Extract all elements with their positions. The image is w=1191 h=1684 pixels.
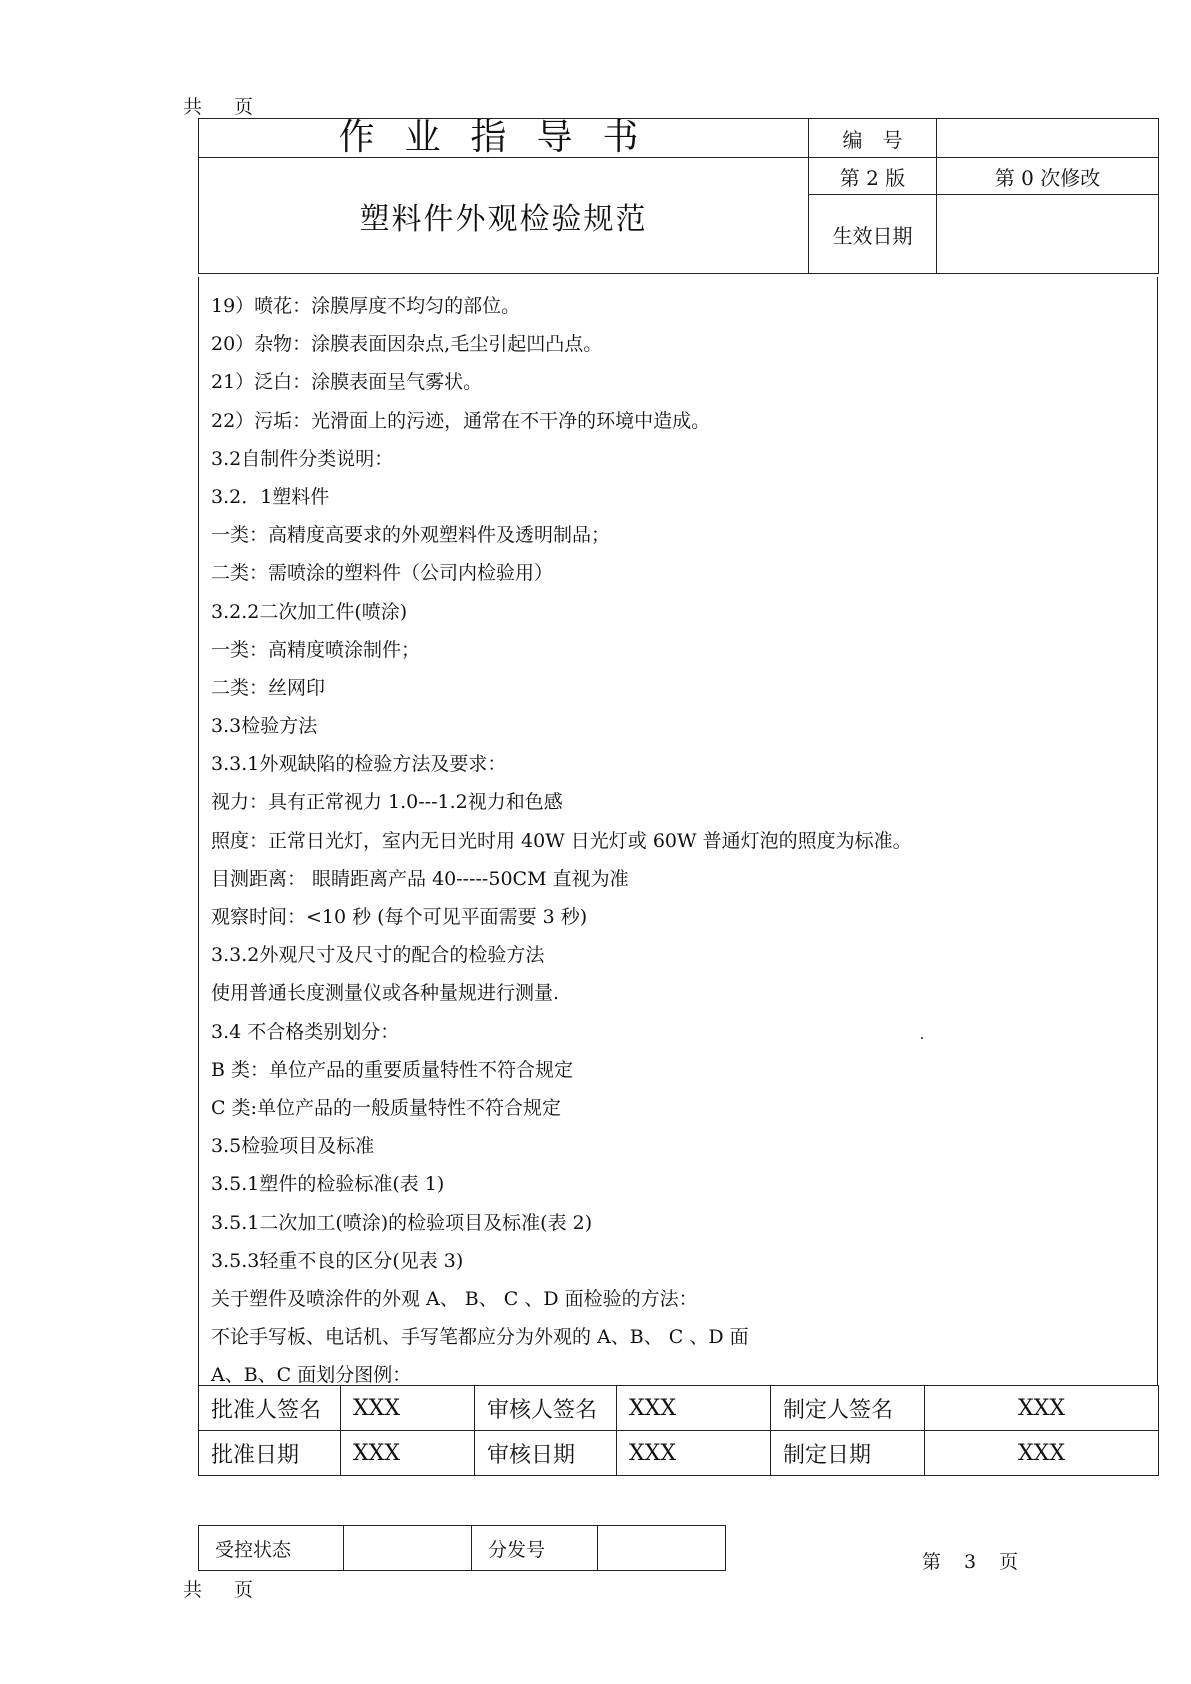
body-line: 3.3.2外观尺寸及尺寸的配合的检验方法 [211,944,545,967]
document-body [198,277,1158,1385]
body-line: A、B、C 面划分图例： [211,1364,412,1387]
body-line: 观察时间：<10 秒 (每个可见平面需要 3 秒) [211,906,588,928]
body-line: 3.5检验项目及标准 [211,1135,375,1158]
review-date-label: 审核日期 [475,1431,617,1476]
document-name: 塑料件外观检验规范 [199,158,809,274]
body-line: 二类：丝网印 [211,676,326,699]
make-date-label: 制定日期 [771,1431,925,1476]
effective-date-value [937,195,1159,274]
body-line: 视力：具有正常视力 1.0---1.2视力和色感 [211,791,563,814]
approver-label: 批准人签名 [199,1386,341,1431]
body-line: 关于塑件及喷涂件的外观 A、 B、 C 、D 面检验的方法： [211,1287,698,1310]
approver-value: XXX [341,1386,475,1431]
body-line: 使用普通长度测量仪或各种量规进行测量. [211,982,560,1005]
stray-dot [921,1037,923,1039]
control-status-value [344,1526,472,1571]
reviewer-value: XXX [617,1386,771,1431]
body-line: 不论手写板、电话机、手写笔都应分为外观的 A、B、 C 、D 面 [211,1326,749,1349]
top-page-count-note [183,92,255,119]
body-lines [211,287,912,1394]
body-line: 3.5.1塑件的检验标准(表 1) [211,1173,445,1196]
reviewer-label: 审核人签名 [475,1386,617,1431]
body-line: 20）杂物：涂膜表面因杂点,毛尘引起凹凸点。 [211,333,603,356]
body-line: 3.5.1二次加工(喷涂)的检验项目及标准(表 2) [211,1211,593,1234]
distribution-number-value [598,1526,726,1571]
body-line: 21）泛白：涂膜表面呈气雾状。 [211,371,483,394]
body-line: C 类:单位产品的一般质量特性不符合规定 [211,1096,561,1119]
body-line: 19）喷花：涂膜厚度不均匀的部位。 [211,295,521,317]
number-value [937,119,1159,158]
review-date-value: XXX [617,1431,771,1476]
number-label: 编 号 [809,119,937,158]
body-line: 3.3.1外观缺陷的检验方法及要求： [211,753,507,776]
distribution-number-label: 分发号 [472,1526,598,1571]
control-table [198,1525,726,1571]
page-number: 第 3 页 [922,1551,1021,1573]
body-line: 3.2自制件分类说明： [211,447,394,470]
maker-value: XXX [925,1386,1159,1431]
body-line: 3.3检验方法 [211,715,318,738]
body-line: 目测距离： 眼睛距离产品 40-----50CM 直视为准 [211,867,629,890]
body-line: 3.2．1塑料件 [211,485,330,508]
effective-date-label: 生效日期 [809,195,937,274]
approve-date-value: XXX [341,1431,475,1476]
bottom-note-right: 页 [234,1579,256,1601]
signature-table [198,1385,1159,1476]
top-note-right: 页 [234,96,256,118]
control-status-label: 受控状态 [199,1526,344,1571]
body-line: 3.4 不合格类别划分： [211,1020,400,1043]
body-line: 照度：正常日光灯，室内无日光时用 40W 日光灯或 60W 普通灯泡的照度为标准。 [211,829,912,852]
bottom-page-count-note [183,1575,255,1602]
top-note-left: 共 [183,96,205,118]
body-line: 3.5.3轻重不良的区分(见表 3) [211,1249,464,1272]
bottom-note-left: 共 [183,1579,205,1601]
revision-label: 第 0 次修改 [937,158,1159,195]
make-date-value: XXX [925,1431,1159,1476]
approve-date-label: 批准日期 [199,1431,341,1476]
edition-label: 第 2 版 [809,158,937,195]
document-title: 作业指导书 [199,119,809,158]
maker-label: 制定人签名 [771,1386,925,1431]
body-line: 二类：需喷涂的塑料件（公司内检验用） [211,562,554,585]
body-line: B 类：单位产品的重要质量特性不符合规定 [211,1058,574,1081]
body-line: 一类：高精度高要求的外观塑料件及透明制品； [211,524,611,547]
body-line: 一类：高精度喷涂制件； [211,638,421,661]
body-line: 22）污垢：光滑面上的污迹，通常在不干净的环境中造成。 [211,409,711,432]
header-table [198,118,1159,274]
body-line: 3.2.2二次加工件(喷涂) [211,600,408,623]
